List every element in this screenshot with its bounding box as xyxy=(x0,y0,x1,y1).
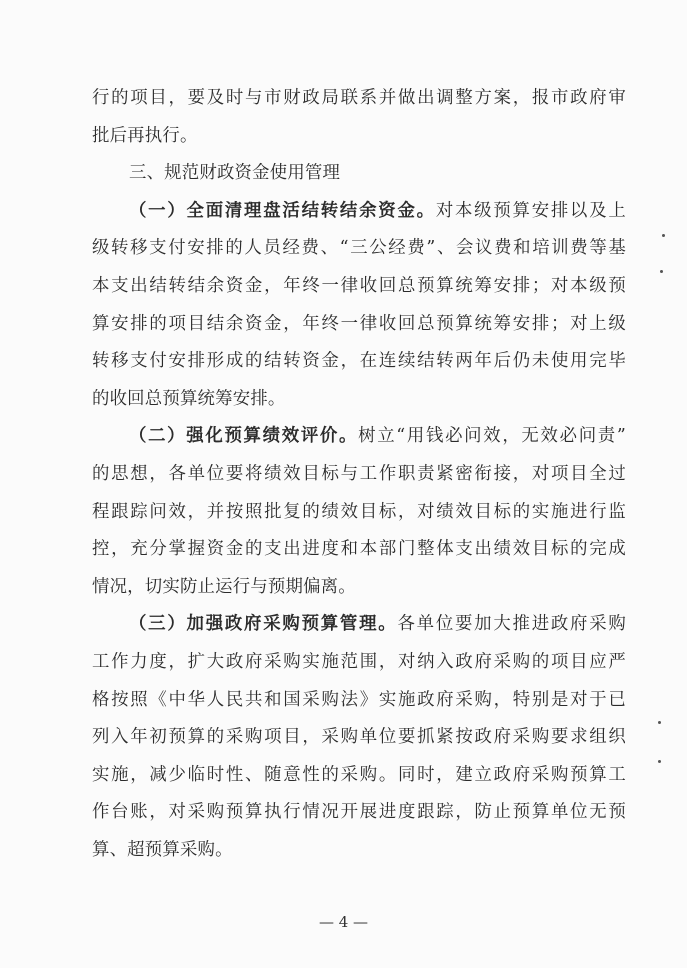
text-line: 转移支付安排形成的结转资金，在连续结转两年后仍未使用完毕 xyxy=(92,351,626,372)
text-line: 算、超预算采购。 xyxy=(92,839,233,860)
section-heading: 三、规范财政资金使用管理 xyxy=(129,163,341,184)
body-text xyxy=(92,80,626,869)
paragraph-1-first-line xyxy=(92,193,626,231)
text-span: 树立“用钱必问效，无效必问责” xyxy=(358,426,626,447)
text-span: 各单位要加大推进政府采购 xyxy=(397,614,626,635)
text-line: 格按照《中华人民共和国采购法》实施政府采购，特别是对于已 xyxy=(92,689,626,710)
scan-speck xyxy=(662,234,665,237)
text-line: 行的项目，要及时与市财政局联系并做出调整方案，报市政府审 xyxy=(92,88,626,108)
text-line: 工作力度，扩大政府采购实施范围，对纳入政府采购的项目应严 xyxy=(92,651,626,672)
text-line: 实施，减少临时性、随意性的采购。同时，建立政府采购预算工 xyxy=(92,764,626,785)
text-span: 对本级预算安排以及上 xyxy=(435,200,626,221)
text-line: 批后再执行。 xyxy=(92,125,198,146)
text-line: 本支出结转结余资金，年终一律收回总预算统筹安排；对本级预 xyxy=(92,275,626,296)
paragraph-2-first-line xyxy=(92,418,626,456)
subheading-2: （二）强化预算绩效评价。 xyxy=(129,426,359,447)
text-line: 情况，切实防止运行与预期偏离。 xyxy=(92,576,356,597)
text-line: 作台账，对采购预算执行情况开展进度跟踪，防止预算单位无预 xyxy=(92,802,626,823)
scan-speck xyxy=(660,270,663,273)
scan-speck xyxy=(658,760,661,763)
text-line: 级转移支付安排的人员经费、“三公经费”、会议费和培训费等基 xyxy=(92,238,626,259)
text-line: 列入年初预算的采购项目，采购单位要抓紧按政府采购要求组织 xyxy=(92,727,626,748)
scan-speck xyxy=(658,721,661,724)
text-line: 的收回总预算统筹安排。 xyxy=(92,388,286,409)
subheading-3: （三）加强政府采购预算管理。 xyxy=(129,614,398,635)
paragraph-3-first-line xyxy=(92,606,626,644)
text-line: 程跟踪问效，并按照批复的绩效目标，对绩效目标的实施进行监 xyxy=(92,501,626,522)
page-number: — 4 — xyxy=(318,913,369,931)
subheading-1: （一）全面清理盘活结转结余资金。 xyxy=(129,200,436,221)
text-line: 的思想，各单位要将绩效目标与工作职责紧密衔接，对项目全过 xyxy=(92,463,626,484)
text-line: 控，充分掌握资金的支出进度和本部门整体支出绩效目标的完成 xyxy=(92,539,626,560)
text-line: 算安排的项目结余资金，年终一律收回总预算统筹安排；对上级 xyxy=(92,313,626,334)
